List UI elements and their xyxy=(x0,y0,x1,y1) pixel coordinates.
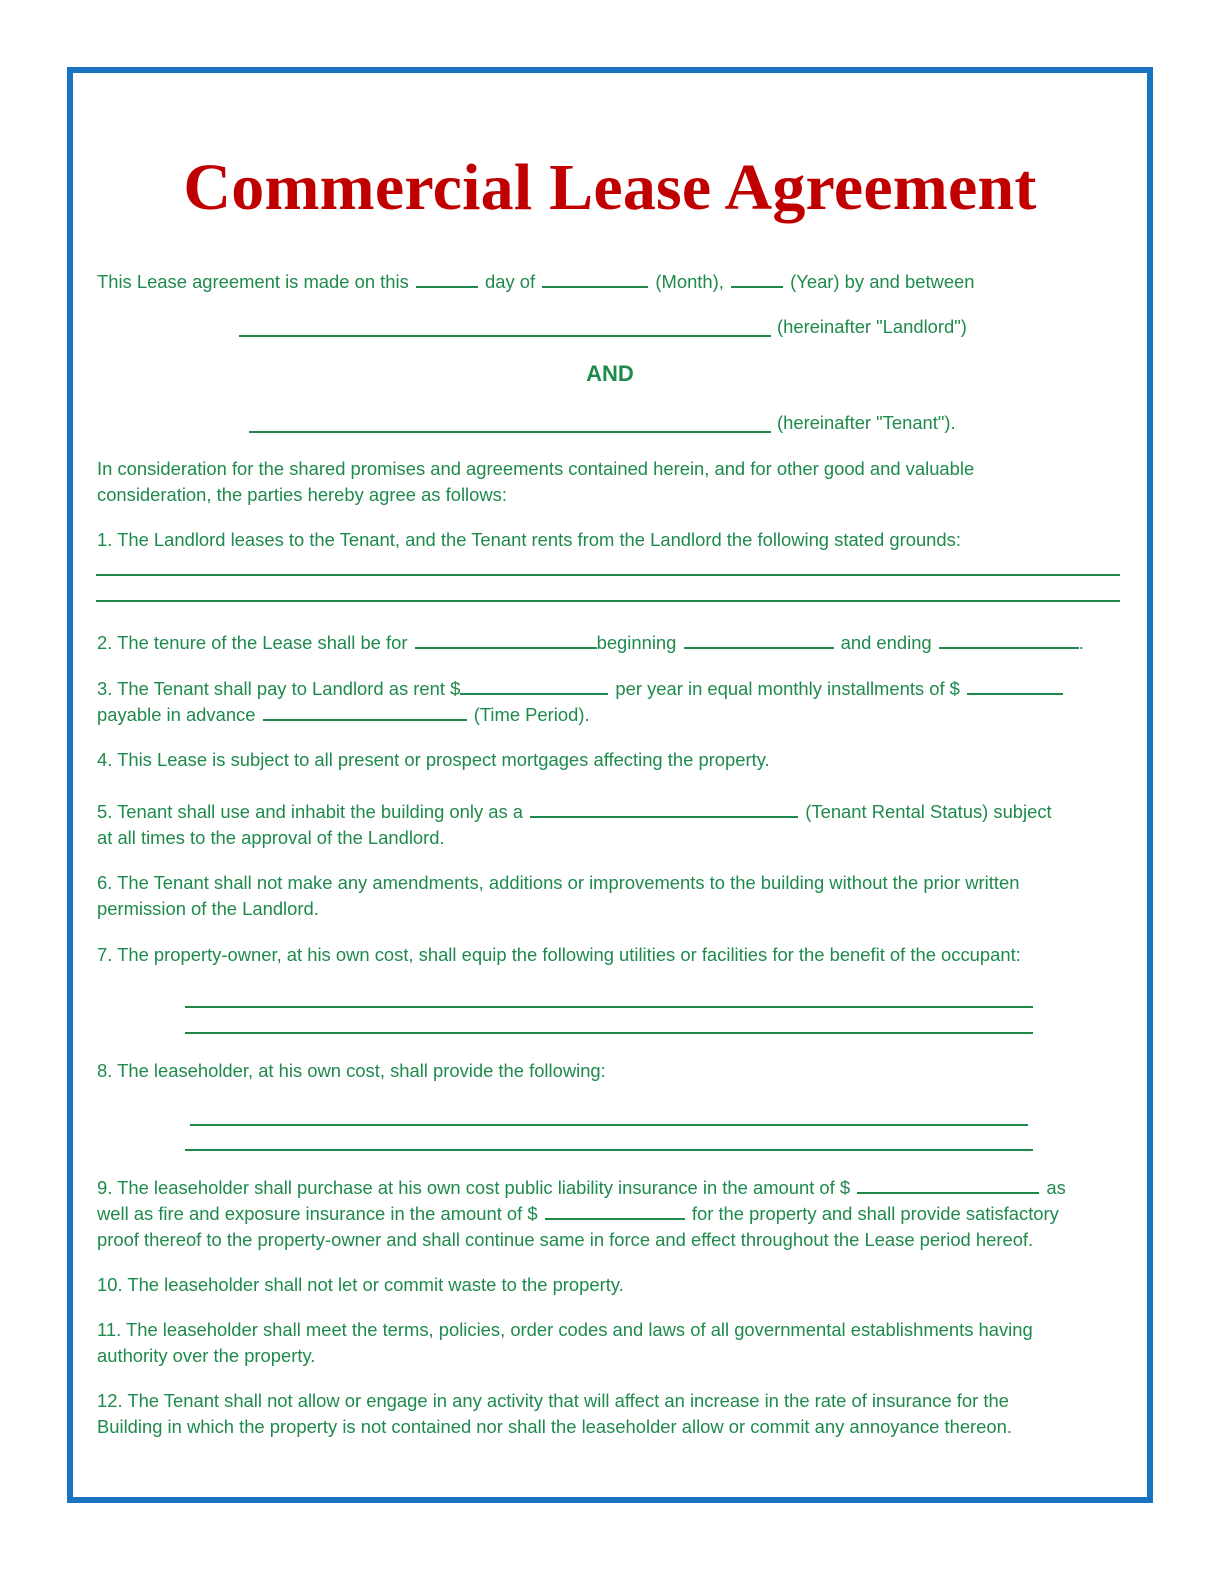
clause-text: . xyxy=(1078,632,1084,653)
time-period-field[interactable] xyxy=(263,702,467,721)
clause-2 xyxy=(97,630,1084,656)
clause-11: 11. The leaseholder shall meet the terms, policies, order codes and laws of all governmental establishments having xyxy=(97,1319,1033,1340)
clause-text: 5. Tenant shall use and inhabit the building only as a xyxy=(97,801,524,822)
clause-10: 10. The leaseholder shall not let or commit waste to the property. xyxy=(97,1274,624,1295)
clause-6-cont: permission of the Landlord. xyxy=(97,898,319,919)
clause-5 xyxy=(97,799,1052,825)
clause-text: for the property and shall provide satisfactory xyxy=(691,1203,1059,1224)
grounds-field-line-2[interactable] xyxy=(96,600,1120,602)
clause-text: well as fire and exposure insurance in the amount of $ xyxy=(97,1203,538,1224)
consideration-text: consideration, the parties hereby agree as follows: xyxy=(97,484,507,505)
clause-5-cont: at all times to the approval of the Landlord. xyxy=(97,827,445,848)
clause-3 xyxy=(97,676,1065,702)
clause-7: 7. The property-owner, at his own cost, shall equip the following utilities or facilities for the benefit of the occupant: xyxy=(97,944,1021,965)
grounds-field-line-1[interactable] xyxy=(96,574,1120,576)
utilities-field-line-1[interactable] xyxy=(185,1006,1033,1008)
clause-4: 4. This Lease is subject to all present or prospect mortgages affecting the property. xyxy=(97,749,770,770)
month-field[interactable] xyxy=(542,269,648,288)
clause-3-cont xyxy=(97,702,590,728)
ending-date-field[interactable] xyxy=(939,630,1079,649)
clause-text: per year in equal monthly installments of $ xyxy=(615,678,960,699)
clause-11-cont: authority over the property. xyxy=(97,1345,316,1366)
intro-text: This Lease agreement is made on this xyxy=(97,271,409,292)
and-heading: AND xyxy=(586,361,634,386)
clause-1: 1. The Landlord leases to the Tenant, and the Tenant rents from the Landlord the following stated grounds: xyxy=(97,529,961,550)
clause-text: 3. The Tenant shall pay to Landlord as rent $ xyxy=(97,678,461,699)
intro-text: (Month), xyxy=(655,271,724,292)
year-field[interactable] xyxy=(731,269,783,288)
clause-12-cont: Building in which the property is not contained nor shall the leaseholder allow or commit any annoyance thereon. xyxy=(97,1416,1012,1437)
clause-9-cont: proof thereof to the property-owner and shall continue same in force and effect throughout the Lease period hereof. xyxy=(97,1229,1034,1250)
intro-line xyxy=(97,269,975,295)
clause-8: 8. The leaseholder, at his own cost, shall provide the following: xyxy=(97,1060,606,1081)
provisions-field-line-1[interactable] xyxy=(190,1124,1028,1126)
clause-text: beginning xyxy=(596,632,677,653)
clause-text: payable in advance xyxy=(97,704,256,725)
clause-text: (Time Period). xyxy=(473,704,590,725)
annual-rent-field[interactable] xyxy=(460,676,608,695)
tenant-label: (hereinafter "Tenant"). xyxy=(777,412,956,433)
liability-insurance-field[interactable] xyxy=(857,1175,1039,1194)
clause-9 xyxy=(97,1175,1066,1201)
tenant-name-field[interactable] xyxy=(249,431,771,433)
intro-text: (Year) by and between xyxy=(790,271,975,292)
landlord-label: (hereinafter "Landlord") xyxy=(777,316,967,337)
landlord-name-field[interactable] xyxy=(239,335,771,337)
clause-text: 2. The tenure of the Lease shall be for xyxy=(97,632,408,653)
rental-status-field[interactable] xyxy=(530,799,798,818)
consideration-text: In consideration for the shared promises and agreements contained herein, and for other good and valuable xyxy=(97,458,975,479)
provisions-field-line-2[interactable] xyxy=(185,1149,1033,1151)
clause-text: 9. The leaseholder shall purchase at his own cost public liability insurance in the amount of $ xyxy=(97,1177,851,1198)
day-field[interactable] xyxy=(416,269,478,288)
clause-6: 6. The Tenant shall not make any amendments, additions or improvements to the building without the prior written xyxy=(97,872,1020,893)
beginning-date-field[interactable] xyxy=(684,630,834,649)
clause-text: as xyxy=(1046,1177,1066,1198)
clause-12: 12. The Tenant shall not allow or engage in any activity that will affect an increase in the rate of insurance for the xyxy=(97,1390,1009,1411)
document-title: Commercial Lease Agreement xyxy=(183,151,1037,224)
intro-text: day of xyxy=(485,271,536,292)
tenure-field[interactable] xyxy=(415,630,597,649)
utilities-field-line-2[interactable] xyxy=(185,1032,1033,1034)
clause-9-cont xyxy=(97,1201,1059,1227)
monthly-installment-field[interactable] xyxy=(967,676,1063,695)
clause-text: and ending xyxy=(840,632,932,653)
clause-text: (Tenant Rental Status) subject xyxy=(805,801,1052,822)
fire-insurance-field[interactable] xyxy=(545,1201,685,1220)
